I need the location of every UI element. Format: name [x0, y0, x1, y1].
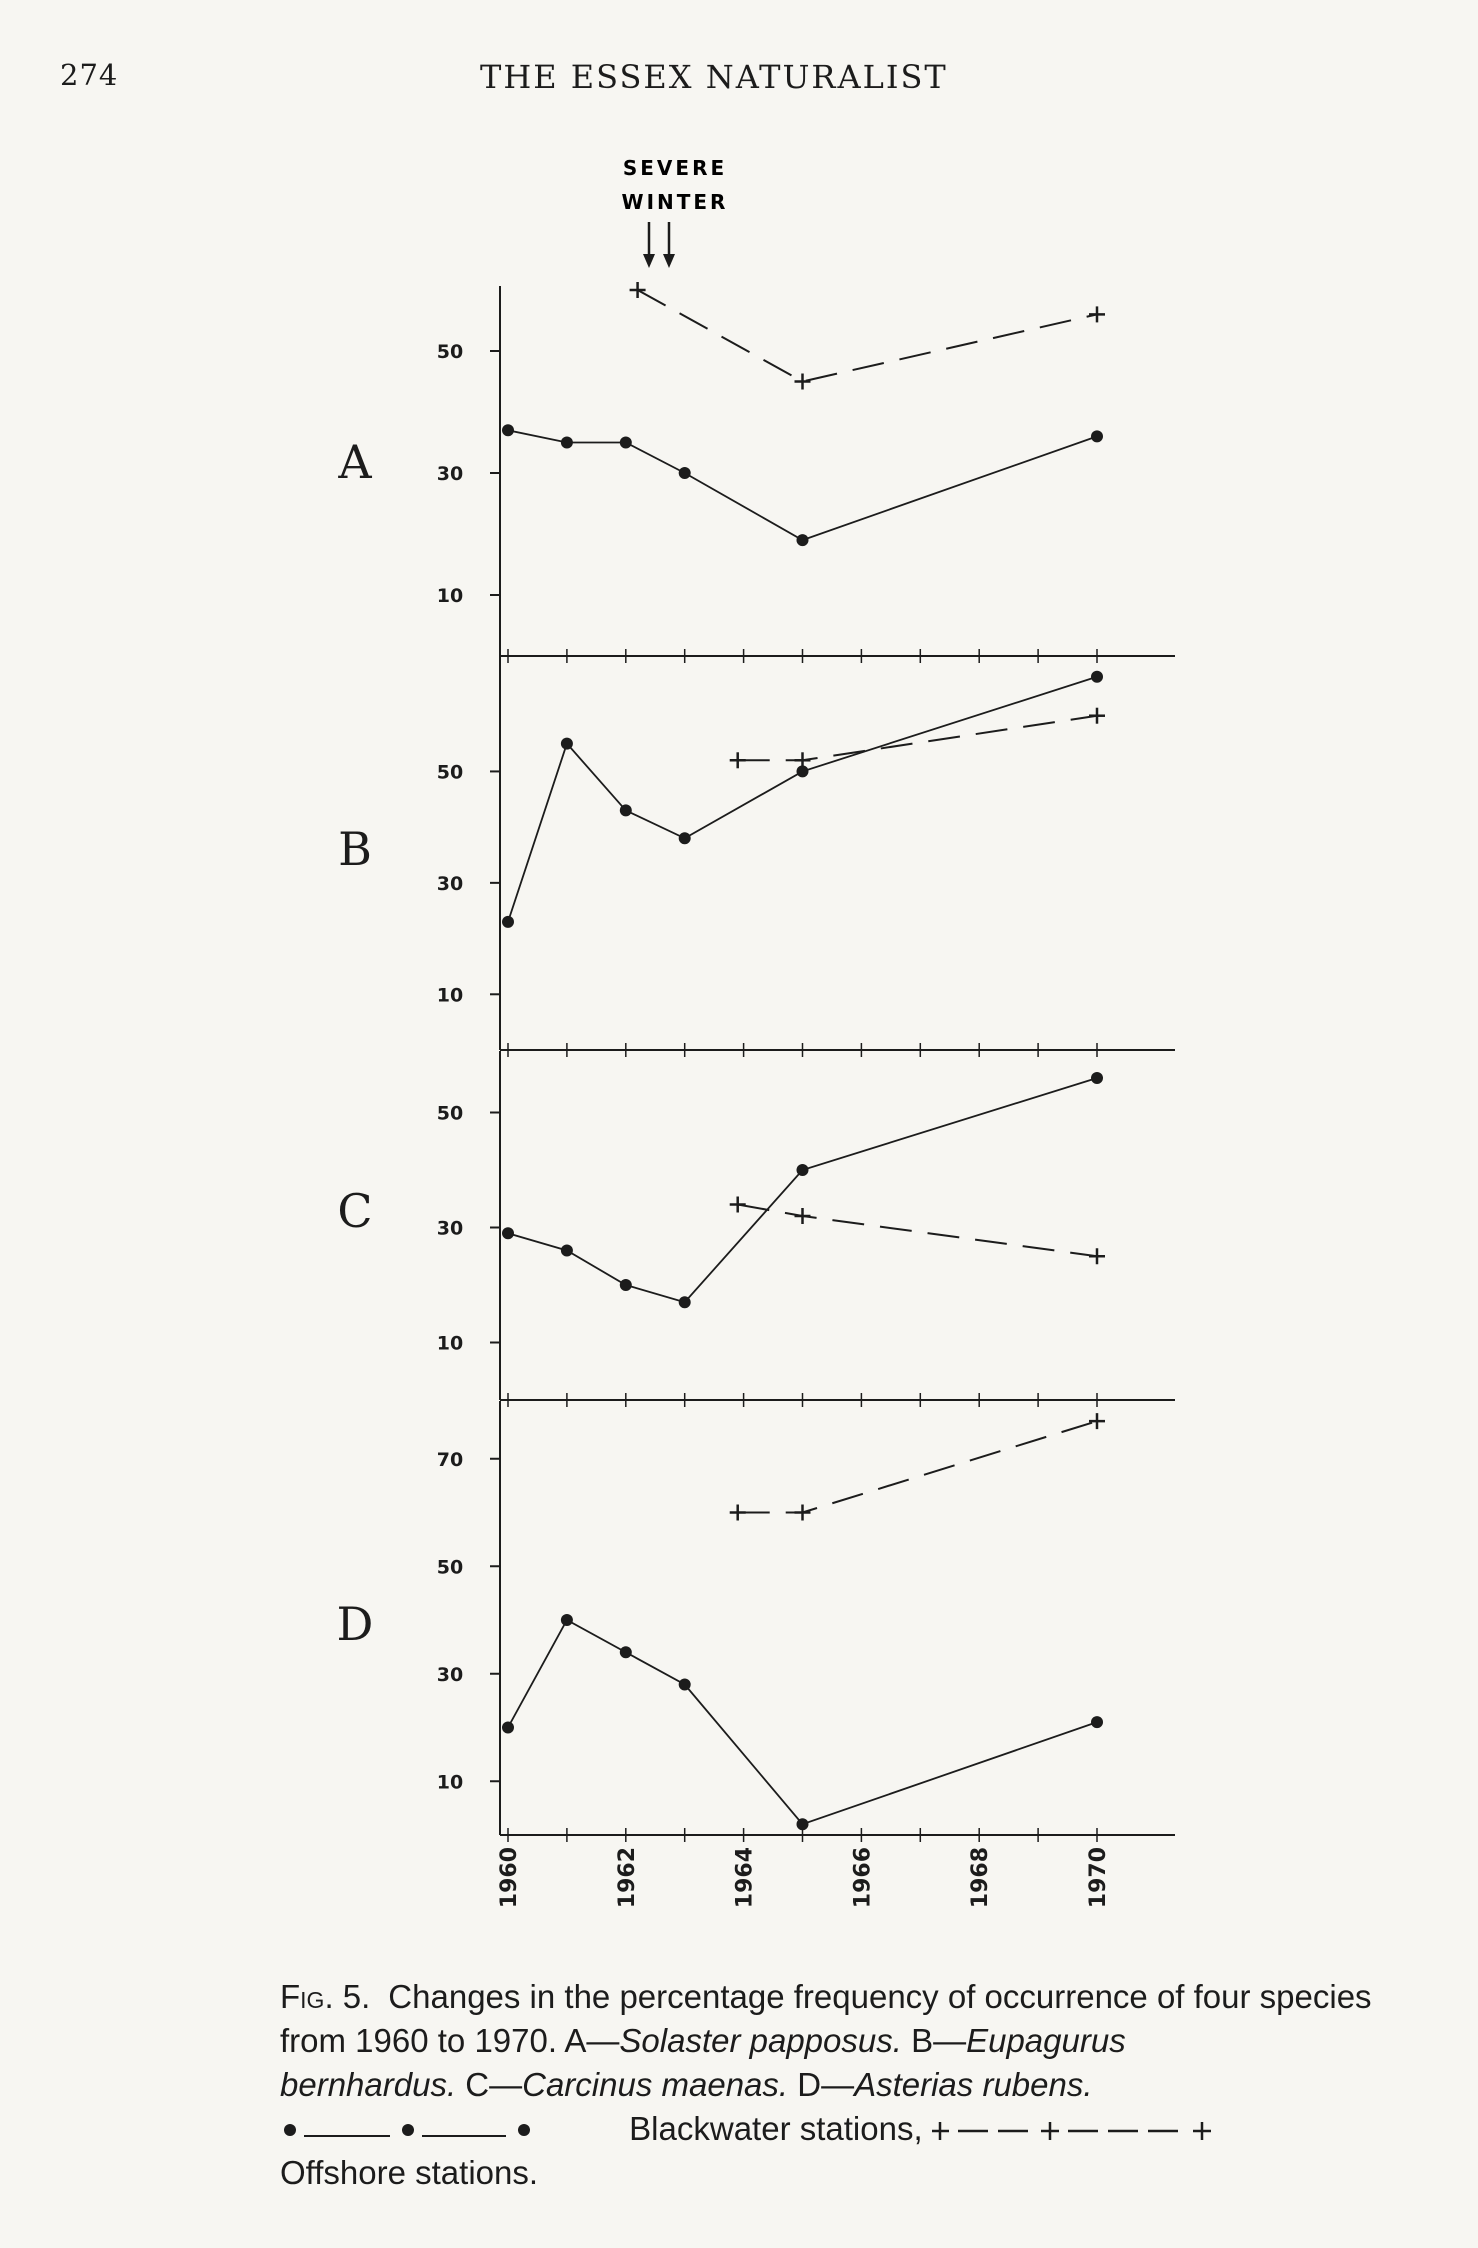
blackwater-point: [797, 1164, 809, 1176]
caption-text-4: C—: [456, 2066, 523, 2103]
blackwater-point: [679, 832, 691, 844]
legend-blackwater-label: Blackwater stations,: [629, 2110, 923, 2147]
y-tick-label: 30: [436, 1663, 464, 1686]
x-tick-label: 1966: [850, 1847, 876, 1909]
caption-text-5: D—: [788, 2066, 855, 2103]
blackwater-series-line: [508, 430, 1097, 540]
species-d-name: Asterias rubens.: [854, 2066, 1093, 2103]
x-tick-label: 1964: [732, 1847, 758, 1909]
blackwater-point: [561, 1614, 573, 1626]
legend-offshore-label: Offshore stations.: [280, 2154, 539, 2191]
figure-caption: [280, 1975, 1372, 2195]
blackwater-point: [1091, 671, 1103, 683]
species-b-name-part-2: bernhardus.: [280, 2066, 457, 2103]
panel-letter: A: [338, 435, 372, 489]
offshore-point: [1089, 708, 1105, 724]
y-tick-label: 10: [436, 1332, 464, 1355]
blackwater-point: [620, 1646, 632, 1658]
blackwater-point: [1091, 1716, 1103, 1728]
blackwater-point: [620, 804, 632, 816]
blackwater-point: [502, 1227, 514, 1239]
panel-b: [338, 656, 1175, 1057]
caption-line-3: [280, 2063, 1360, 2107]
annotation-line-2: WINTER: [621, 190, 729, 214]
y-tick-label: 50: [436, 1556, 464, 1579]
species-c-name: Carcinus maenas.: [522, 2066, 789, 2103]
offshore-point: [1089, 1248, 1105, 1264]
y-tick-label: 50: [436, 761, 464, 784]
blackwater-series-line: [508, 677, 1097, 922]
offshore-point: [730, 1505, 746, 1521]
blackwater-point: [679, 467, 691, 479]
offshore-series-line: [638, 290, 1097, 382]
caption-text-1: Changes in the percentage frequency of occurrence of four species: [388, 1978, 1372, 2015]
panel-c: [337, 1051, 1175, 1407]
offshore-point: [630, 282, 646, 298]
x-tick-label: 1962: [614, 1847, 640, 1909]
x-tick-label: 1968: [968, 1847, 994, 1909]
panel-letter: C: [337, 1184, 373, 1238]
x-tick-label: 1970: [1086, 1847, 1111, 1909]
y-tick-label: 10: [436, 585, 464, 607]
blackwater-point: [1091, 430, 1103, 442]
caption-line-5: [280, 2151, 1360, 2195]
journal-title: THE ESSEX NATURALIST: [480, 58, 948, 96]
y-tick-label: 50: [436, 1102, 464, 1125]
blackwater-point: [561, 738, 573, 750]
blackwater-point: [561, 1245, 573, 1257]
figure-label: Fig. 5.: [280, 1978, 371, 2015]
x-tick-label: 1960: [497, 1847, 522, 1909]
panel-d: [337, 1401, 1175, 1842]
caption-line-2: [280, 2019, 1360, 2063]
blackwater-point: [502, 916, 514, 928]
y-tick-label: 70: [436, 1448, 464, 1471]
offshore-point: [795, 374, 811, 390]
offshore-point: [795, 1208, 811, 1224]
severe-winter-annotation: [622, 156, 729, 268]
offshore-series-line: [738, 1205, 1097, 1257]
y-tick-label: 50: [436, 341, 464, 363]
annotation-line-1: SEVERE: [622, 156, 728, 180]
offshore-series-line: [738, 716, 1097, 761]
panel-a: [337, 282, 1175, 663]
blackwater-point: [620, 1279, 632, 1291]
offshore-point: [795, 1505, 811, 1521]
panel-letter: D: [336, 1597, 374, 1651]
blackwater-point: [561, 437, 573, 449]
blackwater-point: [679, 1296, 691, 1308]
blackwater-point: [502, 424, 514, 436]
offshore-point: [730, 752, 746, 768]
offshore-point: [795, 752, 811, 768]
caption-line-4: [280, 2107, 1360, 2151]
blackwater-point: [620, 437, 632, 449]
blackwater-point: [797, 1818, 809, 1830]
blackwater-point: [797, 534, 809, 546]
caption-text-2: from 1960 to 1970. A—: [280, 2022, 620, 2059]
legend-blackwater-symbol: [280, 2114, 620, 2144]
panel-letter: B: [338, 822, 372, 876]
species-a-name: Solaster papposus.: [619, 2022, 902, 2059]
offshore-point: [1089, 306, 1105, 322]
offshore-point: [1089, 1413, 1105, 1429]
y-tick-label: 10: [436, 1771, 464, 1794]
blackwater-point: [502, 1722, 514, 1734]
blackwater-series-line: [508, 1078, 1097, 1302]
y-tick-label: 10: [436, 984, 464, 1007]
blackwater-series-line: [508, 1620, 1097, 1824]
blackwater-point: [1091, 1072, 1103, 1084]
down-arrow-icon: [643, 222, 675, 268]
y-tick-label: 30: [436, 1217, 464, 1240]
y-tick-label: 30: [436, 463, 464, 485]
caption-line-1: [280, 1975, 1372, 2019]
species-b-name-part-1: Eupagurus: [966, 2022, 1126, 2059]
caption-text-3: B—: [901, 2022, 967, 2059]
legend-offshore-symbol: [932, 2114, 1262, 2144]
offshore-series-line: [738, 1421, 1097, 1512]
blackwater-point: [679, 1679, 691, 1691]
offshore-point: [730, 1197, 746, 1213]
y-tick-label: 30: [436, 872, 464, 895]
page-number: 274: [60, 58, 119, 92]
